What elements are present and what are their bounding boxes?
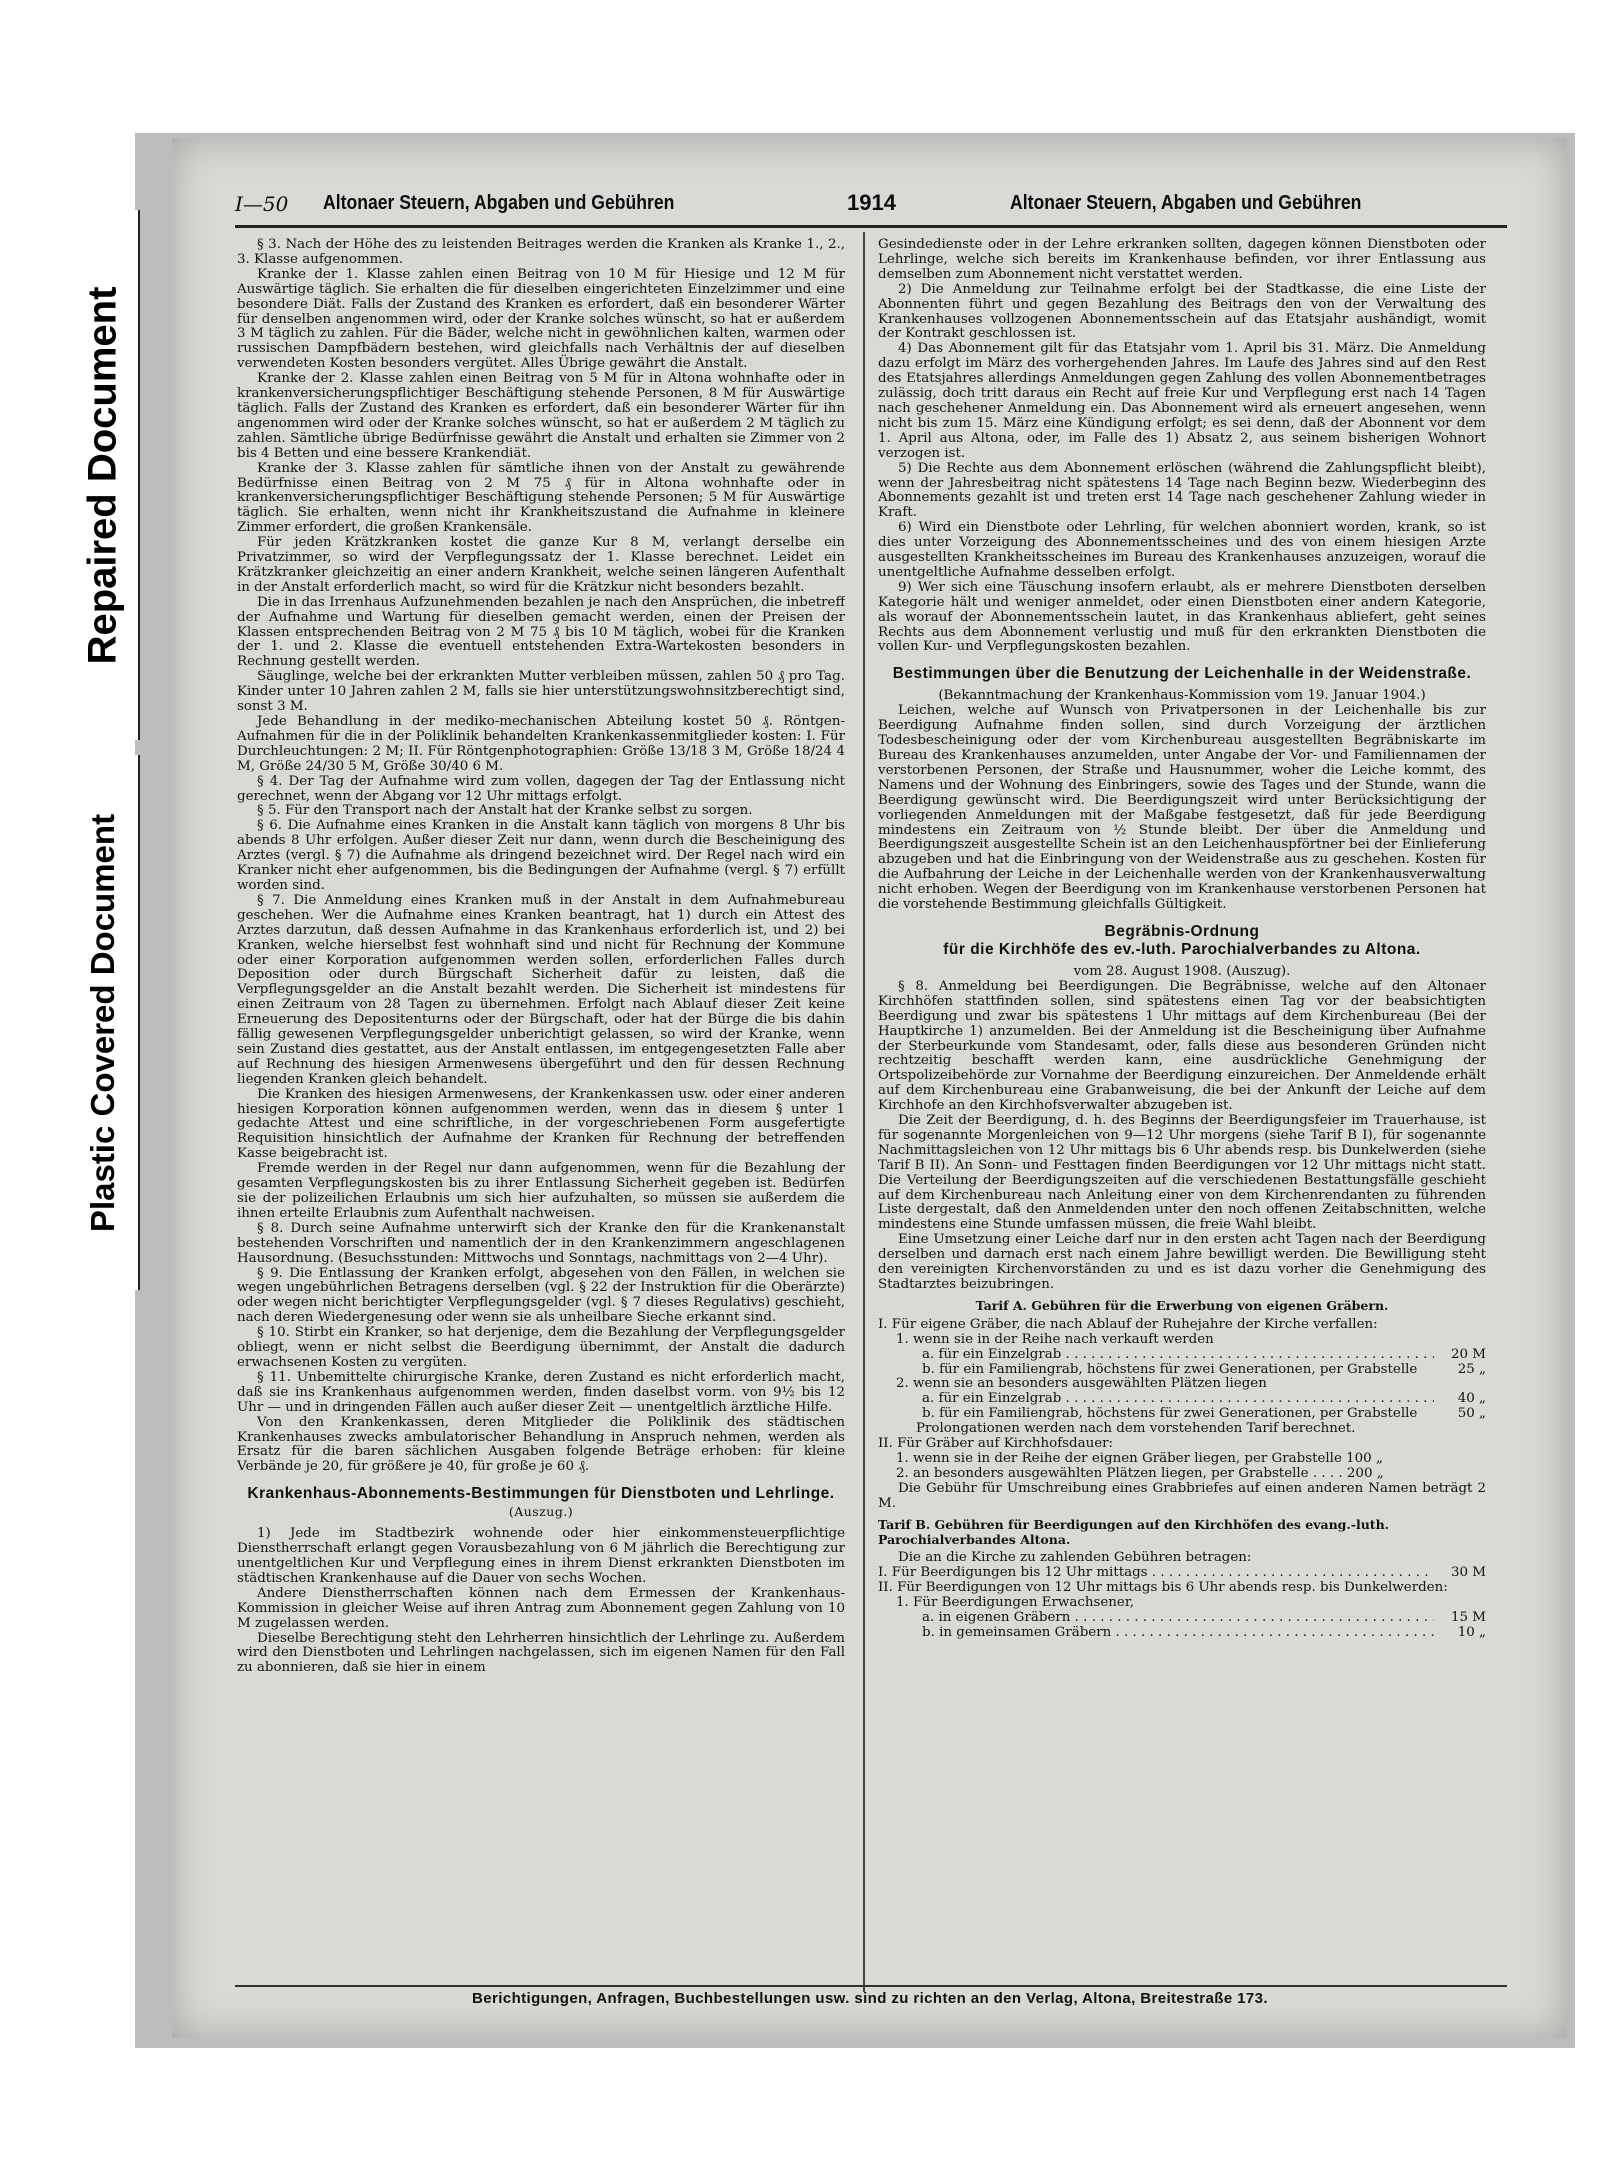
tarif-line: II. Für Gräber auf Kirchhofsdauer:	[878, 1436, 1114, 1452]
tarif-row	[878, 1348, 1486, 1363]
paragraph: Die Zeit der Beerdigung, d. h. des Beginns der Beerdigungsfeier im Trauerhause, ist für sogenannte Morgenleichen von 9—12 Uhr morgens (siehe Tarif B I), für sogenannte Nachmittagsleichen von 12 Uhr mittags bis 6 Uhr abends resp. bis Dunkelwerden (siehe Tarif B II). An Sonn- und Festtagen finden Beerdigungen vor 12 Uhr mittags nicht statt. Die Verteilung der Beerdigungszeiten auf die verschiedenen Bestattungsfälle geschieht auf dem Kirchenbureau nach Anleitung einer von dem Kirchenrendanten zu führenden Liste dergestalt, daß den Anmeldenden unter den noch offenen Zeitabschnitten, welche mindestens eine Stunde umfassen müssen, die freie Wahl bleibt.	[878, 1113, 1486, 1233]
page-header	[235, 190, 1510, 222]
header-year: 1914	[847, 190, 896, 215]
tarif-row	[878, 1363, 1486, 1378]
tarif-line: 1. wenn sie in der Reihe nach verkauft werden	[896, 1331, 1214, 1347]
paragraph: § 8. Durch seine Aufnahme unterwirft sich der Kranke den für die Krankenanstalt bestehenden Vorschriften und namentlich der in den Krankenzimmern angeschlagenen Hausordnung. (Besuchsstunden: Mittwochs und Sonntags, nachmittags von 2—4 Uhr).	[237, 1220, 845, 1266]
tarif-line: Prolongationen werden nach dem vorstehenden Tarif berechnet.	[916, 1421, 1356, 1437]
paragraph: 5) Die Rechte aus dem Abonnement erlöschen (während die Zahlungspflicht bleibt), wenn der Jahresbeitrag nicht spätestens 14 Tage nach Beginn bezw. Wiederbeginn des Abonnements gezahlt ist und treten erst 14 Tage nach geschehener Zahlung wieder in Kraft.	[878, 460, 1486, 521]
repaired-document-text: Repaired Document	[80, 286, 125, 664]
paragraph: 4) Das Abonnement gilt für das Etatsjahr vom 1. April bis 31. März. Die Anmeldung dazu erfolgt im März des vorhergehenden Jahres. Im Laufe des Jahres sind auf den Rest des Etatsjahres allerdings Anmeldungen gegen Zahlung des vollen Abonnementbetrages zulässig, doch tritt daraus ein Recht auf freie Kur und Verpflegung erst nach 14 Tagen nach geschehener Anmeldung ein. Das Abonnement wird als erneuert angesehen, wenn nicht bis zum 15. März eine Kündigung erfolgt; es sei denn, daß der Abonnent vor dem 1. April aus Altona, oder, im Falle des 1) Absatz 2, aus seinem bisherigen Wohnort verzogen ist.	[878, 341, 1486, 461]
paragraph: Kranke der 3. Klasse zahlen für sämtliche ihnen von der Anstalt zu gewährende Bedürfnisse einen Beitrag von 2 M 75 ₰ für in Altona wohnhafte oder in krankenversicherungspflichtiger Beschäftigung stehende Personen; 5 M für Auswärtige täglich. Sie erhalten, wenn nicht ihr Krankheitszustand die Aufnahme in kleinere Zimmer erfordert, die großen Krankensäle.	[237, 460, 845, 536]
tarif-row-amount: 50 „	[1457, 1406, 1486, 1422]
paragraph: Eine Umsetzung einer Leiche darf nur in den ersten acht Tagen nach der Beerdigung derselben und darnach erst nach einem Jahre bewilligt werden. Die Bewilligung steht den vereinigten Kirchenvorständen zu und es ist dazu vorher die Genehmigung des Stadtarztes beizubringen.	[878, 1232, 1486, 1292]
tarif-row	[878, 1626, 1486, 1641]
paragraph: § 7. Die Anmeldung eines Kranken muß in der Anstalt in dem Aufnahmebureau geschehen. Wer die Aufnahme eines Kranken beantragt, hat 1) durch ein Attest des Arztes darzutun, daß dessen Aufnahme in das Krankenhaus erforderlich ist, und 2) bei Kranken, welche hierselbst fest wohnhaft sind und nicht für Rechnung der Kommune oder einer Korporation aufgenommen werden sollen, erforderlichen Falles durch Deposition oder durch Bürgschaft Sicherheit dafür zu leisten, daß die Verpflegungsgelder an die Anstalt bezahlt werden. Die Sicherheit ist mindestens für einen Zeitraum von 28 Tagen zu übernehmen. Erfolgt nach Ablauf dieser Zeit keine Erneuerung des Depositenturns oder der Bürgschaft, oder hat der Bürge die bis dahin fällig gewesenen Verpflegungsgelder unberichtigt gelassen, so wird der Kranke, wenn sein Zustand dies gestattet, aus der Anstalt entlassen, im entgegengesetzten Falle aber auf Rechnung des hiesigen Armenwesens übergeführt und den für dessen Rechnung liegenden Kranken gleich behandelt.	[237, 892, 845, 1087]
section-note: vom 28. August 1908. (Auszug).	[1073, 963, 1291, 979]
heading-text: Krankenhaus-Abonnements-Bestimmungen für Dienstboten und Lehrlinge.	[247, 1485, 835, 1503]
header-title-right: Altonaer Steuern, Abgaben und Gebühren	[1010, 192, 1362, 214]
header-rule	[235, 225, 1507, 228]
section-heading-abonnement	[237, 1485, 845, 1521]
paragraph: Jede Behandlung in der mediko-mechanischen Abteilung kostet 50 ₰. Röntgen-Aufnahmen für die in der Poliklinik behandelten Krankenkassenmitglieder kosten: I. Für Durchleuchtungen: 2 M; II. Für Röntgenphotographien: Größe 13/18 3 M, Größe 18/24 4 M, Größe 24/30 5 M, Größe 30/40 6 M.	[237, 714, 845, 774]
tarif-line: II. Für Beerdigungen von 12 Uhr mittags bis 6 Uhr abends resp. bis Dunkelwerden:	[878, 1580, 1448, 1596]
section-note: (Bekanntmachung der Krankenhaus-Kommission vom 19. Januar 1904.)	[938, 688, 1426, 704]
tarif-row-amount: 10 „	[1457, 1624, 1486, 1640]
tarif-a-heading: Tarif A. Gebühren für die Erwerbung von eigenen Gräbern.	[975, 1297, 1389, 1313]
paragraph: § 11. Unbemittelte chirurgische Kranke, deren Zustand es nicht erforderlich macht, daß sie ins Krankenhaus aufgenommen werden, finden daselbst vorm. von 9½ bis 12 Uhr — und in dringenden Fällen auch außer dieser Zeit — unentgeltlich ärztliche Hilfe.	[237, 1369, 845, 1415]
tarif-row-label: b. in gemeinsamen Gräbern . . .	[922, 1626, 1434, 1641]
tarif-row-label: a. in eigenen Gräbern . . .	[922, 1611, 1434, 1626]
paragraph: 1) Jede im Stadtbezirk wohnende oder hier einkommensteuerpflichtige Dienstherrschaft erlangt gegen Vorausbezahlung von 6 M jährlich die Berechtigung zur unentgeltlichen Kur und Verpflegung eines in ihrem Dienst erkrankten Dienstboten im städtischen Krankenhause auf die Dauer von sechs Wochen.	[237, 1526, 845, 1586]
tarif-row-amount: 20 M	[1450, 1346, 1486, 1362]
tarif-row-label: a. für ein Einzelgrab . . .	[922, 1348, 1434, 1363]
paragraph: 2) Die Anmeldung zur Teilnahme erfolgt bei der Stadtkasse, die eine Liste der Abonnenten führt und gegen Bezahlung des Beitrags den von der Verwaltung des Krankenhauses vollzogenen Abonnementsschein auf das Etatsjahr aushändigt, womit der Kontrakt geschlossen ist.	[878, 281, 1486, 342]
tarif-line: Die Gebühr für Umschreibung eines Grabbriefes auf einen anderen Namen beträgt 2 M.	[878, 1480, 1486, 1511]
paragraph: § 8. Anmeldung bei Beerdigungen. Die Begräbnisse, welche auf den Altonaer Kirchhöfen stattfinden sollen, sind spätestens einen Tag vor der beabsichtigten Beerdigung und zwar bis spätestens 1 Uhr mittags auf dem Kirchenbureau (Bei der Hauptkirche 1) anzumelden. Bei der Anmeldung ist die Bescheinigung über Aufnahme der Sterbeurkunde vom Standesamt, oder, falls diese aus besonderen Gründen nicht rechtzeitig beschafft werden kann, eine ausdrückliche Genehmigung der Ortspolizeibehörde zur Vornahme der Beerdigung einzureichen. Der Anmeldende erhält auf dem Kirchenbureau eine Grabanweisung, die bei der Ankunft der Leiche auf dem Kirchhofe an den Kirchhofsverwalter abzugeben ist.	[878, 978, 1486, 1114]
tarif-row-amount: 30 M	[1450, 1565, 1486, 1581]
plastic-covered-text: Plastic Covered Document	[84, 813, 121, 1232]
paragraph: § 6. Die Aufnahme eines Kranken in die Anstalt kann täglich von morgens 8 Uhr bis abends 8 Uhr erfolgen. Außer dieser Zeit nur dann, wenn durch die Bescheinigung des Arztes (vergl. § 7) die Aufnahme als dringend bezeichnet wird. Der Regel nach wird ein Kranker nicht eher aufgenommen, bis die Bedingungen der Aufnahme (vergl. § 7) erfüllt worden sind.	[237, 818, 845, 893]
tarif-row	[878, 1392, 1486, 1407]
tarif-row-amount: 25 „	[1457, 1361, 1486, 1377]
tarif-line: 2. an besonders ausgewählten Plätzen liegen, per Grabstelle . . . . 200 „	[896, 1465, 1384, 1481]
paragraph: § 4. Der Tag der Aufnahme wird zum vollen, dagegen der Tag der Entlassung nicht gerechnet, wenn der Abgang vor 12 Uhr mittags erfolgt.	[237, 773, 845, 804]
paragraph: Säuglinge, welche bei der erkrankten Mutter verbleiben müssen, zahlen 50 ₰ pro Tag. Kinder unter 10 Jahren zahlen 2 M, falls sie hier unterstützungswohnsitzberechtigt sind, sonst 3 M.	[237, 669, 845, 715]
paragraph: Leichen, welche auf Wunsch von Privatpersonen in der Leichenhalle bis zur Beerdigung Aufnahme finden sollen, sind durch Vorzeigung der ärztlichen Todesbescheinigung oder der vom Kirchenbureau ausgestellten Begräbniskarte im Bureau des Krankenhauses anzumelden, unter Angabe der Vor- und Familiennamen der verstorbenen Personen, der Straße und Hausnummer, woher die Leiche kommt, des Namens und der Wohnung des Einbringers, sowie des Tages und der Stunde, wann die Beerdigung gewünscht wird. Die Beerdigungszeit wird unter Berücksichtigung der vorliegenden Anmeldungen mit der Maßgabe festgesetzt, daß für jede Beerdigung mindestens ein Zeitraum von ½ Stunde bleibt. Der über die Anmeldung und Beerdigungszeit ausgestellte Schein ist an den Leichenhauspförtner bei der Einlieferung abzugeben und hat die Einbringung von der Weidenstraße aus zu geschehen. Kosten für die Aufbahrung der Leiche in der Leichenhalle werden von der Krankenhausverwaltung nicht erhoben. Wegen der Beerdigung von im Krankenhause verstorbenen Personen hat die vorstehende Bestimmung gleichfalls Gültigkeit.	[878, 703, 1486, 913]
side-labels	[68, 210, 138, 1290]
section-subheading-kirchhoefe: für die Kirchhöfe des ev.-luth. Parochialverbandes zu Altona.	[943, 940, 1421, 958]
tarif-line: 1. wenn sie in der Reihe der eignen Gräber liegen, per Grabstelle 100 „	[896, 1450, 1383, 1466]
paragraph: Fremde werden in der Regel nur dann aufgenommen, wenn für die Bezahlung der gesamten Verpflegungskosten bis zu ihrer Entlassung Sicherheit gegeben ist. Bedürfen sie der polizeilichen Erlaubnis um sich hier aufzuhalten, so müssen sie außerdem die ihnen erteilte Erlaubnis zum Aufenthalt nachweisen.	[237, 1161, 845, 1221]
tarif-line: Die an die Kirche zu zahlenden Gebühren betragen:	[898, 1550, 1252, 1566]
paragraph: Andere Dienstherrschaften können nach dem Ermessen der Krankenhaus-Kommission in gleicher Weise auf ihren Antrag zum Abonnement gegen Zahlung von 10 M zugelassen werden.	[237, 1585, 845, 1631]
section-heading-begraebnis: Begräbnis-Ordnung	[1104, 922, 1260, 940]
paragraph: Von den Krankenkassen, deren Mitglieder die Poliklinik des städtischen Krankenhauses zwecks ambulatorischer Behandlung in Anspruch nehmen, werden als Ersatz für die baren sächlichen Ausgaben folgende Beträge erhoben: für kleine Verbände je 20, für größere je 40, für große je 60 ₰.	[237, 1414, 845, 1475]
paragraph: § 3. Nach der Höhe des zu leistenden Beitrages werden die Kranken als Kranke 1., 2., 3. Klasse aufgenommen.	[237, 238, 845, 267]
paragraph: § 10. Stirbt ein Kranker, so hat derjenige, dem die Bezahlung der Verpflegungsgelder obliegt, wenn er nicht selbst die Beerdigung übernimmt, der Anstalt die dadurch erwachsenen Kosten zu vergüten.	[237, 1325, 845, 1370]
paragraph: Gesindedienste oder in der Lehre erkranken sollten, dagegen können Dienstboten oder Lehrlinge, welche sich bereits im Krankenhause befinden, vor ihrer Entlassung aus demselben zum Abonnement nicht verstattet werden.	[878, 238, 1486, 282]
section-heading-leichenhalle: Bestimmungen über die Benutzung der Leichenhalle in der Weidenstraße.	[892, 665, 1472, 683]
paragraph: Die Kranken des hiesigen Armenwesens, der Krankenkassen usw. oder einer anderen hiesigen Korporation können aufgenommen werden, wenn das in diesem § unter 1 gedachte Attest und eine schriftliche, in der vorgeschriebenen Form ausgefertigte Requisition hinsichtlich der Aufnahme der Kranken für Rechnung der betreffenden Kasse beigebracht ist.	[237, 1086, 845, 1162]
right-column	[878, 238, 1486, 1993]
tarif-row-label: b. für ein Familiengrab, höchstens für zwei Generationen, per Grabstelle	[922, 1361, 1418, 1377]
paragraph: Die in das Irrenhaus Aufzunehmenden bezahlen je nach den Ansprüchen, die inbetreff der Aufnahme und Wartung für dieselben gemacht werden, einen der Preisen der Klassen entsprechenden Beitrag von 2 M 75 ₰ bis 10 M täglich, wobei für die Kranken der 1. und 2. Klasse die eventuell entstehenden Extra-Wartekosten besonders in Rechnung gestellt werden.	[237, 594, 845, 670]
paragraph: Für jeden Krätzkranken kostet die ganze Kur 8 M, verlangt derselbe ein Privatzimmer, so wird der Verpflegungssatz der 1. Klasse berechnet. Leidet ein Krätzkranker gleichzeitig an einer andern Krankheit, welche seinen längeren Aufenthalt in der Anstalt erforderlich macht, so wird für die Krätzkur nicht besonders bezahlt.	[237, 535, 845, 595]
tarif-row-amount: 15 M	[1450, 1610, 1486, 1626]
left-column	[237, 238, 845, 1993]
repaired-document-label	[68, 210, 140, 740]
tarif-line: 1. Für Beerdigungen Erwachsener,	[896, 1595, 1135, 1611]
tarif-row-label: b. für ein Familiengrab, höchstens für zwei Generationen, per Grabstelle	[922, 1406, 1418, 1422]
header-title-left: Altonaer Steuern, Abgaben und Gebühren	[323, 192, 675, 214]
tarif-row-amount: 40 „	[1457, 1391, 1486, 1407]
heading-note: (Auszug.)	[508, 1504, 574, 1520]
tarif-row	[878, 1566, 1486, 1581]
footer-rule	[235, 1985, 1507, 1987]
paragraph: § 5. Für den Transport nach der Anstalt hat der Kranke selbst zu sorgen.	[257, 803, 753, 819]
tarif-line: 2. wenn sie an besonders ausgewählten Plätzen liegen	[896, 1376, 1267, 1392]
paragraph: Dieselbe Berechtigung steht den Lehrherren hinsichtlich der Lehrlinge zu. Außerdem wird den Dienstboten und Lehrlingen nachgelassen, sich im eigenen Namen für den Fall zu abonnieren, daß sie hier in einem	[237, 1630, 845, 1676]
tarif-row-label: a. für ein Einzelgrab . . .	[922, 1392, 1434, 1407]
page-number: I—50	[235, 192, 289, 216]
tarif-b-heading: Tarif B. Gebühren für Beerdigungen auf den Kirchhöfen des evang.-luth. Parochialverbandes Altona.	[878, 1516, 1390, 1547]
paragraph: Kranke der 2. Klasse zahlen einen Beitrag von 5 M für in Altona wohnhafte oder in krankenversicherungspflichtiger Beschäftigung stehende Personen, 8 M für Auswärtige täglich. Falls der Zustand des Kranken es erfordert, daß ein besonderer Wärter für ihn angenommen wird oder der Kranke solches wünscht, so hat er außerdem 2 M täglich zu zahlen. Sämtliche übrige Bedürfnisse gewährt die Anstalt und erhalten sie Zimmer von 2 bis 4 Betten und eine bessere Krankendiät.	[237, 371, 845, 461]
paragraph: 9) Wer sich eine Täuschung insofern erlaubt, als er mehrere Dienstboten derselben Kategorie hält und weniger anmeldet, oder einen Dienstboten einer andern Kategorie, als worauf der Abonnementsschein lautet, in das Krankenhaus abliefert, geht seines Rechts aus dem Abonnement verlustig und muß für den erkrankten Dienstboten die vollen Kur- und Verpflegungskosten bezahlen.	[878, 579, 1486, 655]
column-divider	[863, 232, 865, 1992]
paragraph: Kranke der 1. Klasse zahlen einen Beitrag von 10 M für Hiesige und 12 M für Auswärtige täglich. Sie erhalten die für dieselben eingerichteten Einzelzimmer und eine besondere Diät. Falls der Zustand des Kranken es erfordert, daß ein besonderer Wärter für denselben angenommen wird, oder der Kranke solches wünscht, so hat er außerdem 3 M täglich zu zahlen. Für die Bäder, welche nicht in gewöhnlichen kalten, warmen oder russischen Dampfbädern bestehen, wird gleichfalls nach Verhältnis der auf dieselben verwendeten Kosten besonders vergütet. Alles Übrige gewährt die Anstalt.	[237, 266, 845, 372]
tarif-row-label: I. Für Beerdigungen bis 12 Uhr mittags . . .	[878, 1566, 1434, 1581]
paragraph: § 9. Die Entlassung der Kranken erfolgt, abgesehen von den Fällen, in welchen sie wegen ungebührlichen Betragens derselben (vgl. § 22 der Instruktion für die Oberärzte) oder wegen nicht berichtigter Verpflegungsgelder (vgl. § 7 dieses Regulativs) geschieht, nach deren Wiedergenesung oder wenn sie als unheilbare Sieche erkannt sind.	[237, 1265, 845, 1326]
page-footer: Berichtigungen, Anfragen, Buchbestellungen usw. sind zu richten an den Verlag, Altona, Breitestraße 173.	[472, 1990, 1268, 2007]
plastic-covered-label	[68, 755, 140, 1290]
paragraph: 6) Wird ein Dienstbote oder Lehrling, für welchen abonniert worden, krank, so ist dies unter Vorzeigung des Abonnementsscheines und des von einem hiesigen Arzte ausgestellten Krankheitsscheines im Bureau des Krankenhauses anzuzeigen, worauf die unentgeltliche Aufnahme desselben erfolgt.	[878, 520, 1486, 580]
tarif-row	[878, 1611, 1486, 1626]
tarif-row	[878, 1407, 1486, 1422]
tarif-line: I. Für eigene Gräber, die nach Ablauf der Ruhejahre der Kirche verfallen:	[878, 1316, 1378, 1332]
